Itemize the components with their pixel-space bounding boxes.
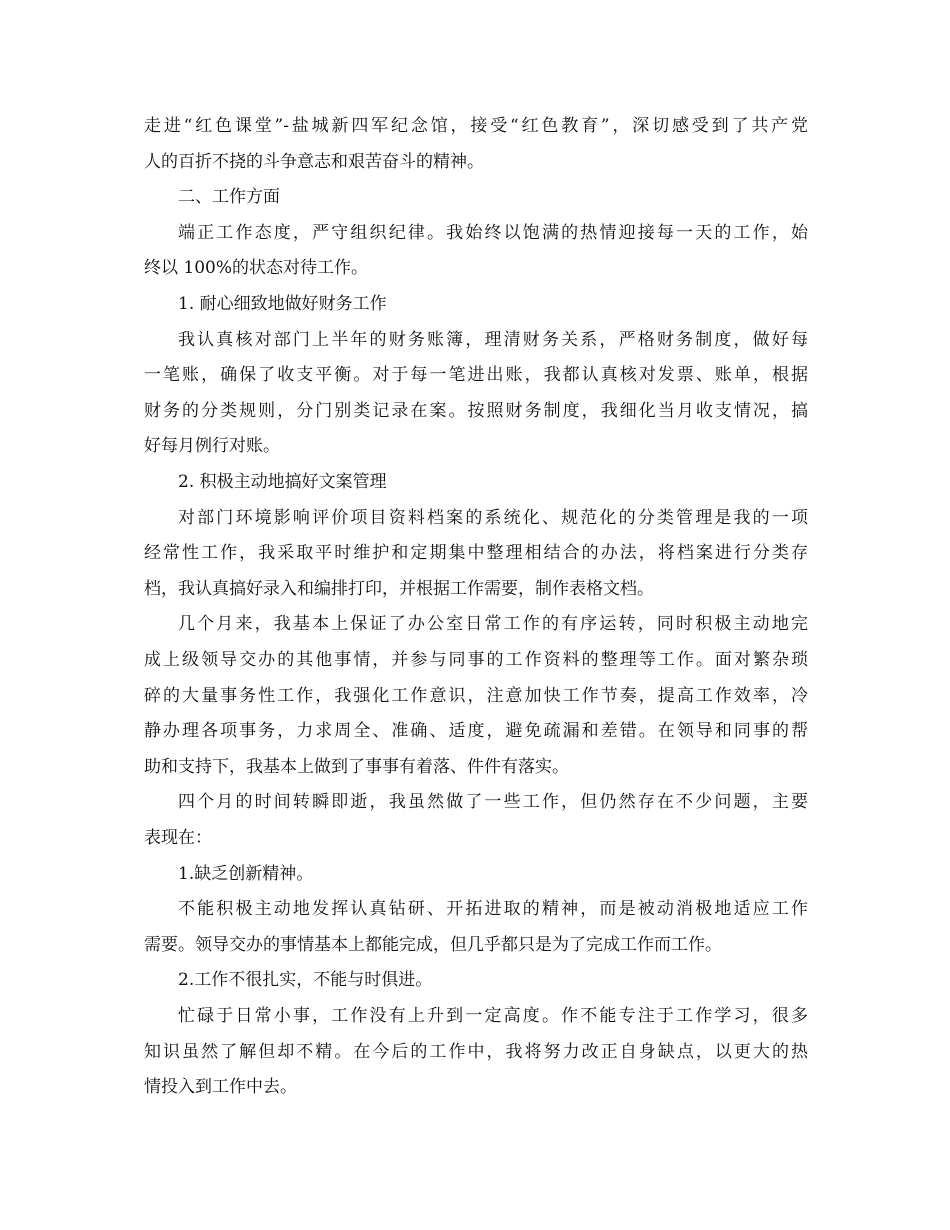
- document-line: 碎的大量事务性工作，我强化工作意识，注意加快工作节奏，提高工作效率，冷: [144, 685, 808, 706]
- document-line: 知识虽然了解但却不精。在今后的工作中，我将努力改正自身缺点，以更大的热: [144, 1041, 808, 1062]
- document-line: 端正工作态度，严守组织纪律。我始终以饱满的热情迎接每一天的工作，始: [178, 222, 808, 243]
- document-line: 静办理各项事务，力求周全、准确、适度，避免疏漏和差错。在领导和同事的帮: [144, 721, 808, 742]
- document-line: 四个月的时间转瞬即逝，我虽然做了一些工作，但仍然存在不少问题，主要: [178, 792, 808, 813]
- document-line: 经常性工作，我采取平时维护和定期集中整理相结合的办法，将档案进行分类存: [144, 543, 808, 564]
- document-line: 我认真核对部门上半年的财务账簿，理清财务关系，严格财务制度，做好每: [178, 329, 808, 350]
- document-line: 1. 耐心细致地做好财务工作: [178, 294, 387, 314]
- document-line: 需要。领导交办的事情基本上都能完成，但几乎都只是为了完成工作而工作。: [144, 934, 722, 955]
- document-line: 表现在：: [144, 828, 212, 848]
- document-line: 财务的分类规则，分门别类记录在案。按照财务制度，我细化当月收支情况，搞: [144, 400, 808, 421]
- document-line: 1.缺乏创新精神。: [178, 863, 314, 884]
- document-line: 不能积极主动地发挥认真钻研、开拓进取的精神，而是被动消极地适应工作: [178, 899, 808, 920]
- document-line: 助和支持下，我基本上做到了事事有着落、件件有落实。: [144, 756, 569, 777]
- document-line: 人的百折不挠的斗争意志和艰苦奋斗的精神。: [144, 151, 484, 172]
- document-line: 几个月来，我基本上保证了办公室日常工作的有序运转，同时积极主动地完: [178, 614, 808, 635]
- document-line: 对部门环境影响评价项目资料档案的系统化、规范化的分类管理是我的一项: [178, 507, 808, 528]
- document-line: 忙碌于日常小事，工作没有上升到一定高度。作不能专注于工作学习，很多: [178, 1006, 808, 1026]
- document-line: 二、工作方面: [178, 187, 280, 208]
- document-line: 走进“红色课堂”-盐城新四军纪念馆，接受“红色教育”，深切感受到了共产党: [144, 116, 808, 136]
- document-line: 情投入到工作中去。: [144, 1077, 297, 1098]
- document-line: 2.工作不很扎实，不能与时俱进。: [178, 970, 433, 991]
- document-line: 终以 100%的状态对待工作。: [144, 258, 369, 279]
- document-line: 好每月例行对账。: [144, 436, 280, 457]
- document-line: 一笔账，确保了收支平衡。对于每一笔进出账，我都认真核对发票、账单，根据: [144, 365, 808, 386]
- document-line: 档，我认真搞好录入和编排打印，并根据工作需要，制作表格文档。: [144, 578, 654, 599]
- document-line: 2. 积极主动地搞好文案管理: [178, 472, 387, 492]
- document-line: 成上级领导交办的其他事情，并参与同事的工作资料的整理等工作。面对繁杂琐: [144, 650, 808, 670]
